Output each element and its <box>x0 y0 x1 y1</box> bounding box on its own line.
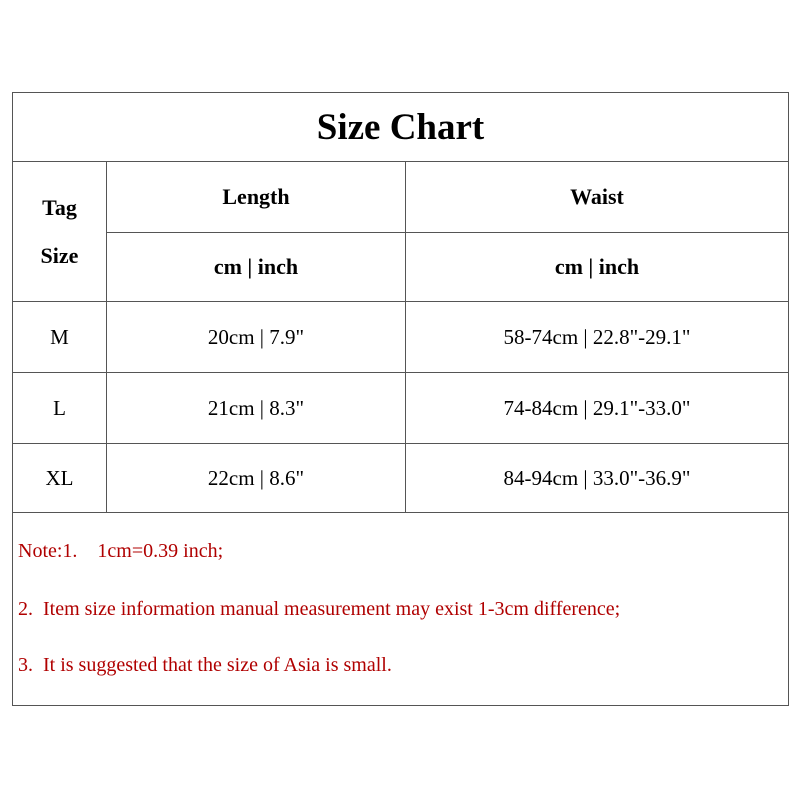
grid-line <box>405 162 406 512</box>
waist-cell-m: 58-74cm | 22.8"-29.1" <box>503 324 691 349</box>
waist-cell-l: 74-84cm | 29.1"-33.0" <box>503 395 691 420</box>
chart-title: Size Chart <box>13 93 788 162</box>
grid-line <box>13 372 788 373</box>
waist-header: Waist <box>570 184 624 209</box>
grid-line <box>13 301 788 302</box>
size-chart-table <box>12 92 789 706</box>
tag-header-line2: Size <box>40 242 79 268</box>
length-unit-header: cm | inch <box>213 254 299 279</box>
size-cell-m: M <box>50 324 69 349</box>
waist-cell-xl: 84-94cm | 33.0"-36.9" <box>503 465 691 490</box>
length-cell-l: 21cm | 8.3" <box>207 395 305 420</box>
tag-header-line1: Tag <box>42 194 77 220</box>
length-cell-xl: 22cm | 8.6" <box>207 465 305 490</box>
grid-line <box>13 443 788 444</box>
size-cell-l: L <box>53 395 66 420</box>
length-cell-m: 20cm | 7.9" <box>207 324 305 349</box>
size-cell-xl: XL <box>45 465 74 490</box>
note-1: Note:1. 1cm=0.39 inch; <box>18 540 224 562</box>
note-2: 2. Item size information manual measurement may exist 1-3cm difference; <box>18 598 621 620</box>
grid-line <box>13 512 788 513</box>
grid-line <box>106 162 107 512</box>
length-header: Length <box>222 184 290 209</box>
note-3: 3. It is suggested that the size of Asia is small. <box>18 654 392 676</box>
grid-line <box>106 232 788 233</box>
tag-size-header <box>13 162 106 301</box>
waist-unit-header: cm | inch <box>554 254 640 279</box>
